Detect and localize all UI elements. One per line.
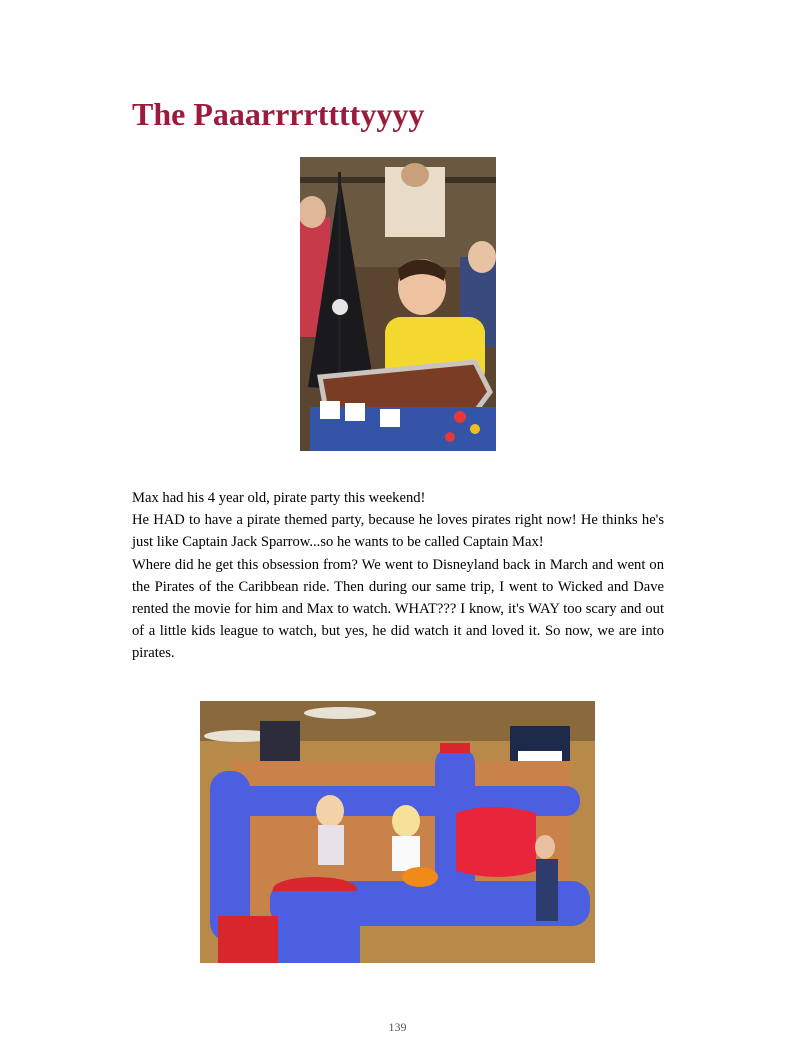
bounce-house-photo xyxy=(200,701,595,963)
paragraph: Max had his 4 year old, pirate party this weekend! xyxy=(132,490,426,506)
page-title: The Paaarrrrttttyyyy xyxy=(132,96,425,132)
paragraph: Where did he get this obsession from? We went to Disneyland back in March and went on the Pirates of the Caribbean ride. Then during our same trip, I went to Wicked and Dave rented the movie for him and Max to watch. WHAT??? I know, it's WAY too scary and out of a little kids league to watch, but yes, he did watch it and loved it. So now, we are into pirates. xyxy=(132,556,664,662)
birthday-cake-photo xyxy=(300,157,496,451)
page-number: 139 xyxy=(388,1020,407,1034)
body-text xyxy=(132,487,664,665)
paragraph: He HAD to have a pirate themed party, because he loves pirates right now! He thinks he's just like Captain Jack Sparrow...so he wants to be called Captain Max! xyxy=(132,512,664,551)
